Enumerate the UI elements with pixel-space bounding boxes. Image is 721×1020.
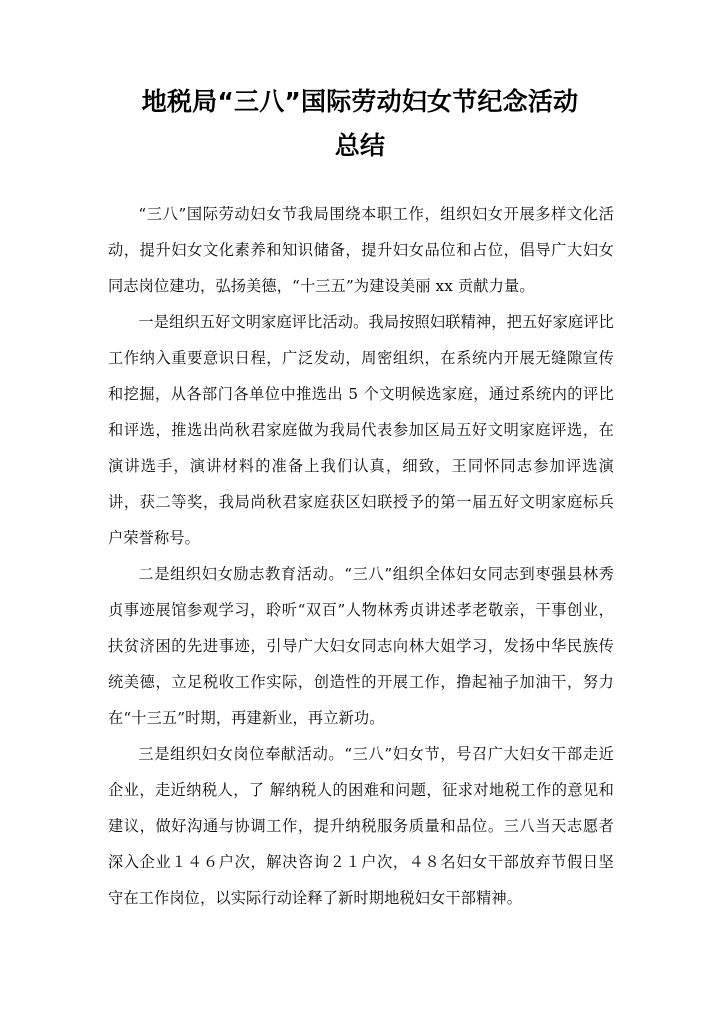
page-title-line-2: 总结 — [334, 131, 386, 160]
body-paragraph-1: “三八”国际劳动妇女节我局围绕本职工作，组织妇女开展多样文化活动，提升妇女文化素养和知识储备，提升妇女品位和占位，倡导广大妇女同志岗位建功，弘扬美德，“十三五”为建设美丽 xx 贡献力量。 — [108, 205, 614, 295]
document-body — [108, 196, 614, 916]
body-paragraph-4: 三是组织妇女岗位奉献活动。“三八”妇女节，号召广大妇女干部走近企业，走近纳税人，了 解纳税人的困难和问题，征求对地税工作的意见和建议，做好沟通与协调工作，提升纳税服务质量和品位。三八当天志愿者深入企业１４６户次，解决咨询２１户次，４８名妇女干部放弃节假日坚守在工作岗位，以实际行动诠释了新时期地税妇女干部精神。 — [108, 745, 614, 907]
page-title — [108, 80, 612, 168]
body-paragraph-3: 二是组织妇女励志教育活动。“三八”组织全体妇女同志到枣强县林秀贞事迹展馆参观学习，聆听“双百”人物林秀贞讲述孝老敬亲，干事创业，扶贫济困的先进事迹，引导广大妇女同志向林大姐学习，发扬中华民族传统美德，立足税收工作实际，创造性的开展工作，撸起袖子加油干，努力在“十三五”时期，再建新业，再立新功。 — [108, 565, 614, 727]
body-paragraph-2: 一是组织五好文明家庭评比活动。我局按照妇联精神，把五好家庭评比工作纳入重要意识日程，广泛发动，周密组织，在系统内开展无缝隙宣传和挖掘，从各部门各单位中推选出 5 个文明候选家庭，通过系统内的评比和评选，推选出尚秋君家庭做为我局代表参加区局五好文明家庭评选，在演讲选手，演讲材料的准备上我们认真，细致，王同怀同志参加评选演讲，获二等奖，我局尚秋君家庭获区妇联授予的第一届五好文明家庭标兵户荣誉称号。 — [108, 313, 614, 547]
page-title-line-1: 地税局“三八”国际劳动妇女节纪念活动 — [141, 87, 579, 116]
